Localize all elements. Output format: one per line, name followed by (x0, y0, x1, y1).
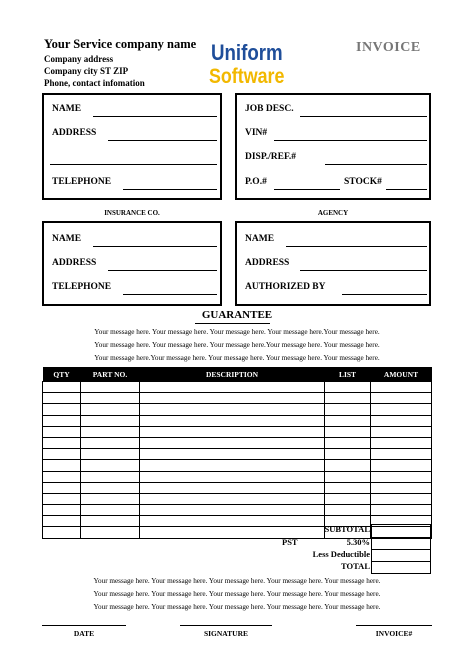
list-cell[interactable] (325, 482, 371, 493)
customer-name-label: NAME (52, 104, 82, 114)
table-row (43, 493, 432, 504)
guarantee-underline (195, 323, 270, 324)
table-row (43, 382, 432, 393)
amount-cell[interactable] (371, 493, 432, 504)
part-no-cell[interactable] (81, 460, 140, 471)
col-header-qty: QTY (43, 367, 81, 382)
disp-ref-label: DISP./REF.# (245, 152, 297, 162)
amount-cell[interactable] (371, 482, 432, 493)
job-desc-label: JOB DESC. (245, 104, 294, 114)
customer-name-line[interactable] (93, 116, 217, 117)
part-no-cell[interactable] (81, 505, 140, 516)
amount-cell[interactable] (371, 415, 432, 426)
list-cell[interactable] (325, 505, 371, 516)
authorized-by-line[interactable] (342, 294, 427, 295)
qty-cell[interactable] (43, 404, 81, 415)
amount-cell[interactable] (371, 449, 432, 460)
vin-line[interactable] (274, 140, 427, 141)
part-no-cell[interactable] (81, 404, 140, 415)
col-header-part-no: PART NO. (81, 367, 140, 382)
insurance-name-label: NAME (52, 234, 82, 244)
part-no-cell[interactable] (81, 516, 140, 527)
amount-cell[interactable] (371, 382, 432, 393)
table-row (43, 415, 432, 426)
table-row (43, 449, 432, 460)
amount-cell[interactable] (371, 393, 432, 404)
footer-message: Your message here. Your message here. Your message here. Your message here. Your message here. (93, 590, 381, 598)
qty-cell[interactable] (43, 482, 81, 493)
part-no-cell[interactable] (81, 426, 140, 437)
col-header-description: DESCRIPTION (140, 367, 325, 382)
list-cell[interactable] (325, 493, 371, 504)
list-cell[interactable] (325, 449, 371, 460)
qty-cell[interactable] (43, 415, 81, 426)
disp-ref-line[interactable] (325, 164, 427, 165)
amount-cell[interactable] (371, 471, 432, 482)
qty-cell[interactable] (43, 493, 81, 504)
footer-message: Your message here. Your message here. Your message here. Your message here. Your message here. (93, 603, 381, 611)
agency-name-label: NAME (245, 234, 275, 244)
total-value-cell[interactable] (372, 561, 430, 573)
description-cell[interactable] (140, 471, 325, 482)
qty-cell[interactable] (43, 382, 81, 393)
description-cell[interactable] (140, 404, 325, 415)
amount-cell[interactable] (371, 437, 432, 448)
po-label: P.O.# (245, 177, 267, 187)
customer-address-line[interactable] (108, 140, 217, 141)
agency-address-label: ADDRESS (245, 258, 290, 268)
part-no-cell[interactable] (81, 382, 140, 393)
description-cell[interactable] (140, 415, 325, 426)
logo-software-text: Software (209, 65, 285, 88)
table-row (43, 460, 432, 471)
description-cell[interactable] (140, 505, 325, 516)
description-cell[interactable] (140, 437, 325, 448)
insurance-telephone-line[interactable] (123, 294, 217, 295)
qty-cell[interactable] (43, 437, 81, 448)
table-row (43, 505, 432, 516)
col-header-list: LIST (325, 367, 371, 382)
qty-cell[interactable] (43, 426, 81, 437)
guarantee-title: GUARANTEE (201, 309, 273, 321)
list-cell[interactable] (325, 471, 371, 482)
table-row (43, 471, 432, 482)
part-no-cell[interactable] (81, 493, 140, 504)
part-no-cell[interactable] (81, 449, 140, 460)
guarantee-line: Your message here. Your message here. Your message here. Your message here.Your message here. (94, 328, 380, 336)
description-cell[interactable] (140, 482, 325, 493)
list-cell[interactable] (325, 415, 371, 426)
signature-line[interactable] (180, 625, 272, 626)
document-title: INVOICE (356, 40, 421, 55)
po-line[interactable] (274, 189, 340, 190)
qty-cell[interactable] (43, 471, 81, 482)
stock-line[interactable] (386, 189, 427, 190)
agency-heading: AGENCY (317, 209, 349, 217)
list-cell[interactable] (325, 437, 371, 448)
amount-cell[interactable] (371, 404, 432, 415)
description-cell[interactable] (140, 382, 325, 393)
insurance-address-line[interactable] (108, 270, 217, 271)
description-cell[interactable] (140, 426, 325, 437)
col-header-amount: AMOUNT (371, 367, 432, 382)
line-items-body (43, 382, 432, 539)
qty-cell[interactable] (43, 527, 81, 538)
vin-label: VIN# (245, 128, 268, 138)
table-row (43, 404, 432, 415)
logo-uniform-text: Uniform (211, 40, 283, 65)
customer-telephone-label: TELEPHONE (52, 177, 112, 187)
customer-telephone-line[interactable] (123, 189, 217, 190)
amount-cell[interactable] (371, 505, 432, 516)
company-name: Your Service company name (44, 37, 197, 51)
list-cell[interactable] (325, 426, 371, 437)
customer-address-line-2[interactable] (50, 164, 217, 165)
description-cell[interactable] (140, 460, 325, 471)
description-cell[interactable] (140, 516, 325, 527)
insurance-name-line[interactable] (93, 246, 217, 247)
date-label: DATE (73, 629, 95, 638)
list-cell[interactable] (325, 404, 371, 415)
company-phone: Phone, contact infomation (44, 78, 145, 88)
company-logo (209, 40, 289, 95)
description-cell[interactable] (140, 493, 325, 504)
job-desc-line[interactable] (300, 116, 427, 117)
table-row (43, 482, 432, 493)
invoice-number-label: INVOICE# (375, 629, 413, 638)
table-row (43, 393, 432, 404)
list-cell[interactable] (325, 460, 371, 471)
description-cell[interactable] (140, 449, 325, 460)
table-row (43, 437, 432, 448)
totals-box (371, 524, 431, 574)
invoice-number-line[interactable] (356, 625, 432, 626)
agency-address-line[interactable] (300, 270, 427, 271)
stock-label: STOCK# (344, 177, 382, 187)
part-no-cell[interactable] (81, 415, 140, 426)
date-line[interactable] (42, 625, 126, 626)
agency-name-line[interactable] (286, 246, 427, 247)
amount-cell[interactable] (371, 426, 432, 437)
part-no-cell[interactable] (81, 482, 140, 493)
qty-cell[interactable] (43, 505, 81, 516)
list-cell[interactable] (325, 382, 371, 393)
description-cell[interactable] (140, 393, 325, 404)
table-row (43, 426, 432, 437)
signature-label: SIGNATURE (203, 629, 249, 638)
qty-cell[interactable] (43, 516, 81, 527)
part-no-cell[interactable] (81, 437, 140, 448)
pst-rate: 5.30% (346, 537, 370, 547)
part-no-cell[interactable] (81, 527, 140, 538)
part-no-cell[interactable] (81, 393, 140, 404)
list-cell[interactable] (325, 393, 371, 404)
less-deductible-label: Less Deductible (312, 549, 370, 559)
footer-message: Your message here. Your message here. Your message here. Your message here. Your message here. (93, 577, 381, 585)
company-address: Company address (44, 54, 114, 64)
part-no-cell[interactable] (81, 471, 140, 482)
customer-address-label: ADDRESS (52, 128, 97, 138)
line-items-table (42, 367, 432, 539)
pst-label: PST (282, 537, 298, 547)
qty-cell[interactable] (43, 393, 81, 404)
company-city: Company city ST ZIP (44, 66, 129, 76)
insurance-telephone-label: TELEPHONE (52, 282, 112, 292)
qty-cell[interactable] (43, 449, 81, 460)
amount-cell[interactable] (371, 460, 432, 471)
guarantee-line: Your message here.Your message here. Your message here. Your message here. Your message here. (94, 354, 380, 362)
insurance-address-label: ADDRESS (52, 258, 97, 268)
qty-cell[interactable] (43, 460, 81, 471)
guarantee-line: Your message here. Your message here. Your message here.Your message here. Your message here. (94, 341, 380, 349)
authorized-by-label: AUTHORIZED BY (245, 282, 326, 292)
insurance-heading: INSURANCE CO. (104, 209, 160, 217)
total-label: TOTAL (341, 561, 370, 571)
table-header-row (43, 367, 432, 382)
subtotal-label: SUBTOTAL (324, 524, 370, 534)
